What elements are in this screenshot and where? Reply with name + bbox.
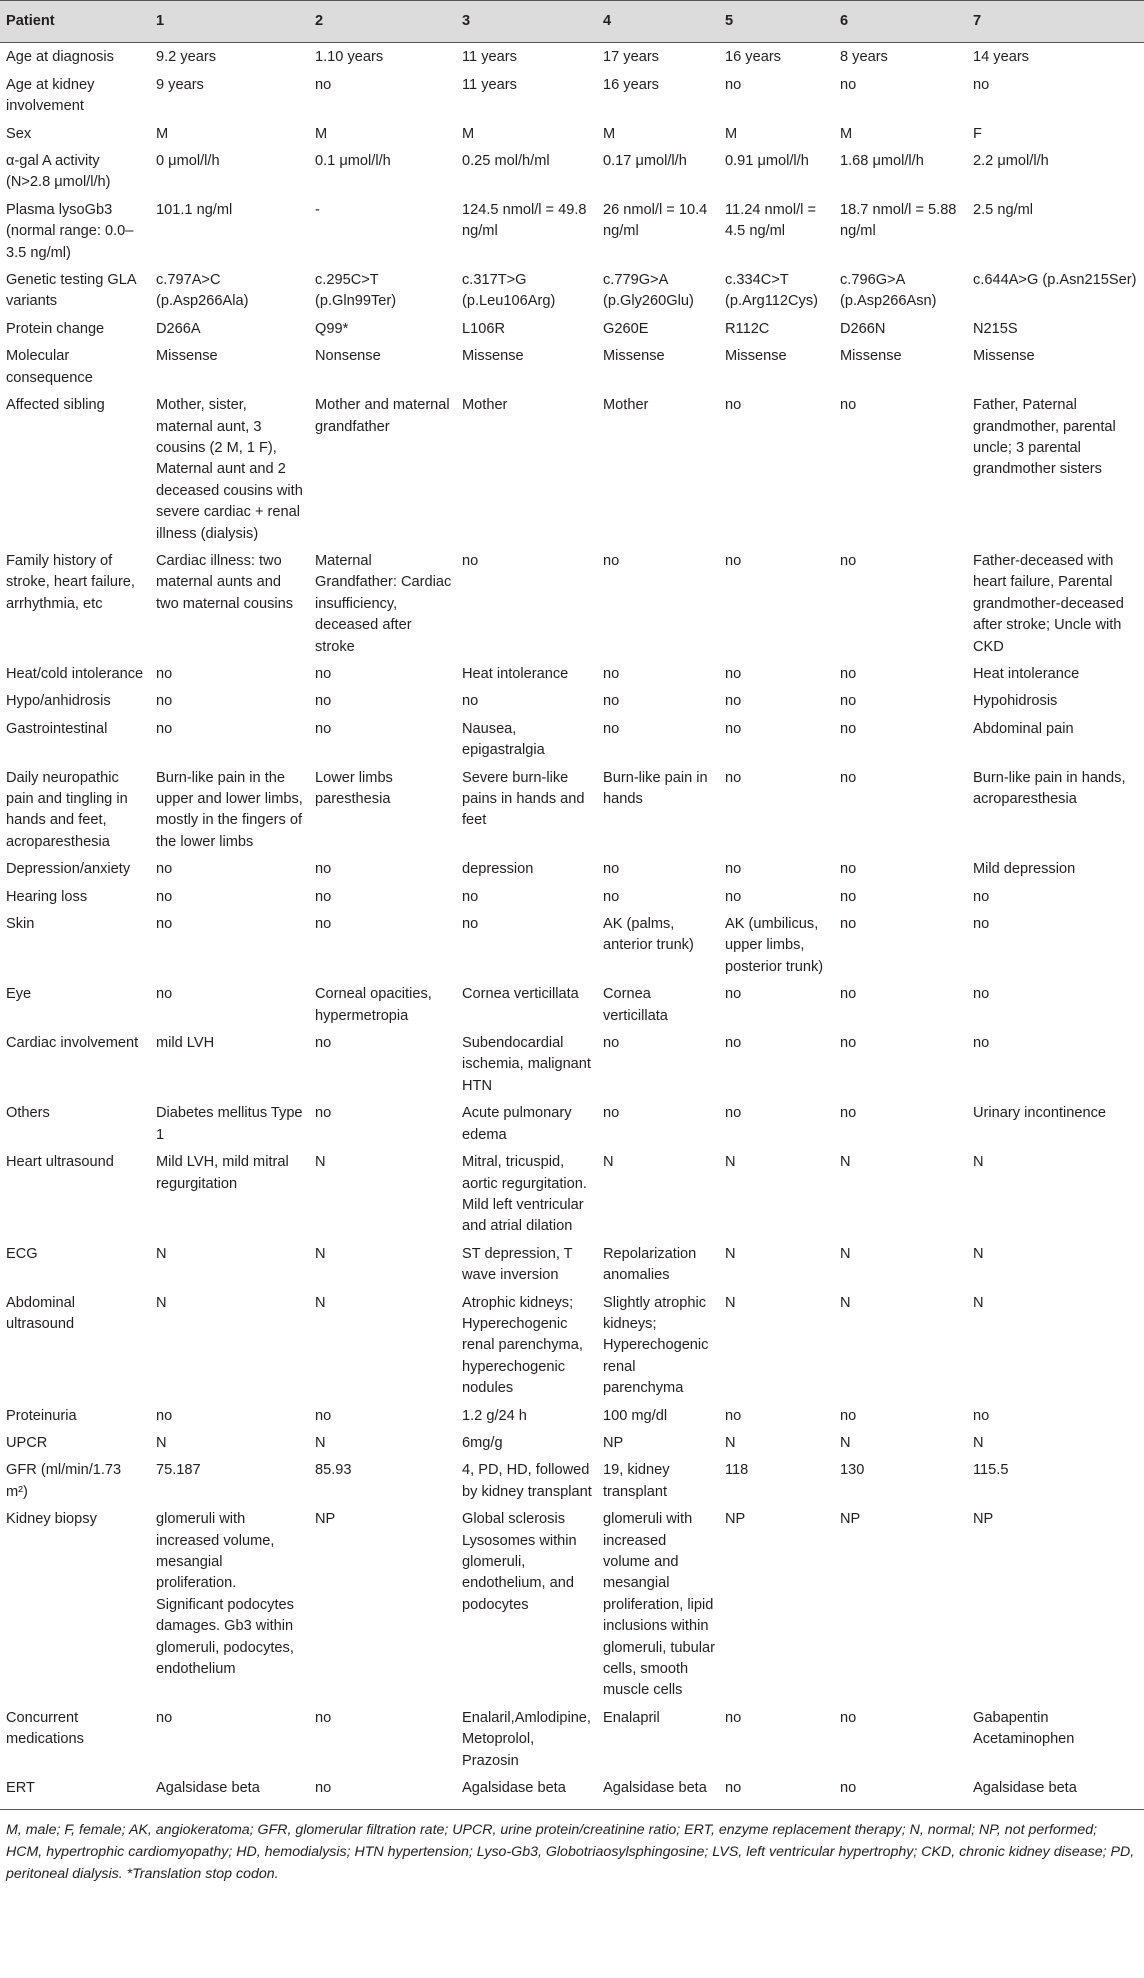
row-label-cell: Heat/cold intolerance — [6, 665, 144, 682]
table-cell: Slightly atrophic kidneys; Hyperechogenic renal parenchyma — [603, 1294, 709, 1397]
table-cell: 8 years — [840, 49, 888, 66]
table-cell: no — [315, 1709, 332, 1726]
table-cell: no — [315, 861, 332, 878]
table-cell: Father-deceased with heart failure, Parental grandmother-deceased after stroke; Uncle with CKD — [973, 552, 1124, 655]
table-cell: N — [315, 1245, 326, 1262]
table-cell: N — [840, 1154, 851, 1171]
table-cell: c.317T>G (p.Leu106Arg) — [462, 272, 556, 310]
table-cell: G260E — [603, 320, 649, 337]
table-cell: N — [156, 1434, 167, 1451]
table-cell: no — [603, 861, 620, 878]
table-row — [0, 1289, 1144, 1402]
table-cell: no — [840, 1709, 857, 1726]
row-label-cell: Gastrointestinal — [6, 720, 108, 737]
table-cell: c.295C>T (p.Gln99Ter) — [315, 272, 397, 310]
table-cell: no — [719, 1774, 834, 1810]
table-cell: L106R — [462, 320, 506, 337]
table-cell: no — [840, 76, 857, 93]
table-row — [0, 391, 1144, 547]
table-cell: no — [315, 1035, 332, 1052]
table-cell: N215S — [973, 320, 1018, 337]
table-cell: no — [840, 986, 857, 1003]
table-cell: no — [156, 720, 173, 737]
table-cell: 2.2 μmol/l/h — [973, 153, 1049, 170]
table-cell: no — [725, 861, 742, 878]
table-cell: Agalsidase beta — [967, 1774, 1144, 1810]
table-cell: 0 μmol/l/h — [156, 153, 220, 170]
table-row — [0, 196, 1144, 266]
table-cell: 130 — [840, 1462, 865, 1479]
table-cell: AK (palms, anterior trunk) — [603, 916, 694, 954]
row-label-cell: ERT — [0, 1774, 150, 1810]
table-cell: depression — [462, 861, 534, 878]
table-cell: Acute pulmonary edema — [462, 1105, 572, 1143]
table-cell: D266A — [156, 320, 201, 337]
table-cell: 11 years — [462, 76, 517, 93]
table-cell: 0.17 μmol/l/h — [603, 153, 687, 170]
table-cell: no — [840, 916, 857, 933]
table-row — [0, 1429, 1144, 1456]
table-body — [0, 43, 1144, 1810]
table-cell: N — [840, 1245, 851, 1262]
table-cell: 101.1 ng/ml — [156, 201, 233, 218]
table-cell: Missense — [603, 348, 665, 365]
table-cell: no — [725, 769, 742, 786]
table-cell: no — [603, 552, 620, 569]
table-cell: no — [462, 916, 479, 933]
table-row — [0, 266, 1144, 315]
table-cell: N — [315, 1154, 326, 1171]
table-cell: no — [603, 665, 620, 682]
row-label-cell: Affected sibling — [6, 397, 105, 414]
table-cell: Enalaril,Amlodipine, Metoprolol, Prazosin — [462, 1709, 591, 1769]
row-label-cell: Kidney biopsy — [6, 1511, 97, 1528]
table-cell: 4, PD, HD, followed by kidney transplant — [462, 1462, 592, 1500]
table-cell: no — [156, 1407, 173, 1424]
table-cell: no — [156, 916, 173, 933]
table-cell: Mother — [603, 397, 649, 414]
table-cell: Maternal Grandfather: Cardiac insufficiency, deceased after stroke — [315, 552, 452, 655]
row-label-cell: Protein change — [6, 320, 105, 337]
row-label-cell: Others — [6, 1105, 50, 1122]
table-cell: AK (umbilicus, upper limbs, posterior trunk) — [725, 916, 824, 975]
table-cell: Gabapentin Acetaminophen — [973, 1709, 1075, 1748]
row-label-cell: Depression/anxiety — [6, 861, 131, 878]
table-cell: no — [156, 861, 173, 878]
table-row — [0, 71, 1144, 120]
table-cell: no — [840, 552, 857, 569]
table-cell: N — [973, 1434, 984, 1451]
table-cell: Corneal opacities, hypermetropia — [315, 986, 432, 1024]
table-row — [0, 1774, 1144, 1810]
table-cell: Missense — [725, 348, 787, 365]
table-cell: no — [156, 888, 173, 905]
table-cell: no — [725, 1035, 742, 1052]
row-label-cell: Hearing loss — [6, 888, 88, 905]
table-row — [0, 342, 1144, 391]
table-cell: NP — [603, 1434, 624, 1451]
table-cell: no — [840, 720, 857, 737]
table-row — [0, 315, 1144, 342]
table-cell: glomeruli with increased volume, mesangial proliferation. Significant podocytes damages. Gb3 within glomeruli, podocytes, endothelium — [156, 1511, 294, 1678]
table-cell: N — [725, 1434, 736, 1451]
table-cell: no — [315, 720, 332, 737]
table-cell: N — [156, 1245, 167, 1262]
table-cell: Agalsidase beta — [597, 1774, 719, 1810]
row-label-cell: Molecular consequence — [6, 348, 93, 386]
table-cell: no — [725, 986, 742, 1003]
table-cell: no — [462, 888, 479, 905]
table-cell: no — [156, 986, 173, 1003]
header-cell: 2 — [309, 1, 456, 43]
table-cell: 11 years — [462, 49, 517, 66]
table-cell: no — [315, 665, 332, 682]
footnote-line: peritoneal dialysis. *Translation stop codon. — [6, 1865, 279, 1882]
table-cell: Mild depression — [973, 861, 1076, 878]
table-cell: no — [840, 1105, 857, 1122]
table-cell: 75.187 — [156, 1462, 201, 1479]
table-cell: no — [973, 1035, 990, 1052]
table-cell: no — [309, 1774, 456, 1810]
row-label-cell: Concurrent medications — [6, 1709, 84, 1748]
table-row — [0, 1456, 1144, 1505]
table-cell: no — [973, 916, 990, 933]
table-cell: 16 years — [603, 76, 659, 93]
table-cell: - — [315, 201, 320, 218]
table-cell: no — [603, 1035, 620, 1052]
table-cell: Mother — [462, 397, 508, 414]
table-cell: N — [973, 1154, 984, 1171]
row-label-cell: Plasma lysoGb3 (normal range: 0.0–3.5 ng/ml) — [6, 201, 134, 261]
table-cell: no — [725, 693, 742, 710]
row-label-cell: Cardiac involvement — [6, 1035, 139, 1052]
table-cell: 0.1 μmol/l/h — [315, 153, 391, 170]
table-cell: no — [973, 986, 990, 1003]
table-cell: no — [840, 1407, 857, 1424]
table-cell: 124.5 nmol/l = 49.8 ng/ml — [462, 201, 587, 240]
table-cell: Agalsidase beta — [150, 1774, 309, 1810]
table-cell: no — [725, 1407, 742, 1424]
table-cell: 1.68 μmol/l/h — [840, 153, 924, 170]
table-cell: NP — [840, 1511, 861, 1528]
table-cell: c.334C>T (p.Arg112Cys) — [725, 272, 818, 310]
table-cell: R112C — [725, 320, 770, 337]
table-cell: no — [462, 693, 479, 710]
table-cell: 118 — [725, 1462, 749, 1479]
table-cell: Atrophic kidneys; Hyperechogenic renal parenchyma, hyperechogenic nodules — [462, 1294, 583, 1397]
table-cell: NP — [315, 1511, 336, 1528]
table-cell: Father, Paternal grandmother, parental uncle; 3 parental grandmother sisters — [973, 397, 1116, 478]
table-cell: no — [840, 888, 857, 905]
table-cell: Global sclerosis Lysosomes within glomeruli, endothelium, and podocytes — [462, 1511, 577, 1613]
header-cell: 5 — [719, 1, 834, 43]
table-cell: glomeruli with increased volume and mesangial proliferation, lipid inclusions within glomeruli, tubular cells, smooth muscle cells — [603, 1511, 715, 1699]
table-cell: no — [156, 693, 173, 710]
table-cell: N — [840, 1294, 851, 1311]
table-cell: 2.5 ng/ml — [973, 201, 1034, 218]
row-label-cell: Proteinuria — [6, 1407, 77, 1424]
table-cell: Missense — [156, 348, 218, 365]
row-label-cell: Heart ultrasound — [6, 1154, 114, 1171]
table-cell: M — [156, 125, 169, 142]
table-cell: Mitral, tricuspid, aortic regurgitation. Mild left ventricular and atrial dilation — [462, 1154, 587, 1235]
row-label-cell: Sex — [6, 125, 32, 142]
table-cell: no — [725, 552, 742, 569]
table-row — [0, 980, 1144, 1029]
table-cell: no — [603, 888, 620, 905]
row-label-cell: Skin — [6, 916, 35, 933]
row-label-cell: GFR (ml/min/1.73 m²) — [6, 1462, 122, 1500]
table-cell: Enalapril — [603, 1709, 660, 1726]
table-cell: no — [315, 888, 332, 905]
footnote-line: HCM, hypertrophic cardiomyopathy; HD, hemodialysis; HTN hypertension; Lyso-Gb3, Globotriaosylsphingosine; LVS, left ventricular hypertrophy; CKD, chronic kidney disease; PD, — [6, 1844, 1135, 1861]
header-cell: 6 — [834, 1, 967, 43]
table-cell: no — [725, 665, 742, 682]
table-cell: N — [315, 1434, 326, 1451]
table-cell: Mother, sister, maternal aunt, 3 cousins (2 M, 1 F), Maternal aunt and 2 deceased cousins with severe cardiac + renal illness (dialysis) — [156, 397, 303, 542]
table-cell: 16 years — [725, 49, 781, 66]
table-row — [0, 855, 1144, 882]
table-cell: no — [725, 1709, 742, 1726]
table-cell: 115.5 — [973, 1462, 1009, 1479]
table-cell: Burn-like pain in hands, acroparesthesia — [973, 769, 1126, 807]
table-cell: 9.2 years — [156, 49, 217, 66]
table-cell: N — [315, 1294, 326, 1311]
table-cell: 19, kidney transplant — [603, 1462, 670, 1500]
table-cell: Heat intolerance — [462, 665, 569, 682]
table-cell: Burn-like pain in hands — [603, 769, 708, 807]
table-cell: F — [973, 125, 982, 142]
table-cell: Missense — [462, 348, 524, 365]
table-cell: Q99* — [315, 320, 349, 337]
table-cell: ST depression, T wave inversion — [462, 1245, 573, 1284]
table-cell: no — [840, 861, 857, 878]
table-row — [0, 764, 1144, 856]
table-cell: 17 years — [603, 49, 659, 66]
table-cell: M — [603, 125, 616, 142]
table-cell: 100 mg/dl — [603, 1407, 668, 1424]
table-cell: Agalsidase beta — [456, 1774, 597, 1810]
table-cell: c.797A>C (p.Asp266Ala) — [156, 272, 249, 310]
table-row — [0, 715, 1144, 764]
table-cell: 6mg/g — [462, 1434, 503, 1451]
table-cell: no — [973, 1407, 990, 1424]
table-row — [0, 1402, 1144, 1429]
table-cell: no — [315, 1105, 332, 1122]
table-cell: 14 years — [973, 49, 1029, 66]
table-cell: N — [156, 1294, 167, 1311]
table-row — [0, 660, 1144, 687]
table-cell: Abdominal pain — [973, 720, 1074, 737]
table-cell: NP — [973, 1511, 994, 1528]
table-cell: 18.7 nmol/l = 5.88 ng/ml — [840, 201, 957, 240]
table-cell: 11.24 nmol/l = 4.5 ng/ml — [725, 201, 816, 240]
table-cell: c.796G>A (p.Asp266Asn) — [840, 272, 937, 310]
table-cell: no — [840, 693, 857, 710]
table-cell: 0.25 mol/h/ml — [462, 153, 550, 170]
table-cell: Mother and maternal grandfather — [315, 397, 450, 435]
table-cell: Nonsense — [315, 348, 381, 365]
table-cell: no — [315, 1407, 332, 1424]
table-cell: Hypohidrosis — [973, 693, 1058, 710]
row-label-cell: Hypo/anhidrosis — [6, 693, 111, 710]
table-row — [0, 1704, 1144, 1774]
table-cell: no — [973, 76, 990, 93]
table-footnote — [0, 1810, 1144, 1885]
table-cell: NP — [725, 1511, 746, 1528]
table-cell: Severe burn-like pains in hands and feet — [462, 769, 585, 829]
table-cell: c.779G>A (p.Gly260Glu) — [603, 272, 694, 310]
row-label-cell: Abdominal ultrasound — [6, 1294, 75, 1332]
table-cell: Subendocardial ischemia, malignant HTN — [462, 1035, 591, 1094]
table-cell: no — [156, 665, 173, 682]
table-cell: N — [603, 1154, 614, 1171]
table-row — [0, 1148, 1144, 1240]
table-cell: 9 years — [156, 76, 204, 93]
table-cell: M — [725, 125, 738, 142]
table-cell: no — [840, 665, 857, 682]
row-label-cell: ECG — [6, 1245, 38, 1262]
row-label-cell: Eye — [6, 986, 32, 1003]
row-label-cell: α-gal A activity (N>2.8 μmol/l/h) — [6, 153, 111, 191]
table-cell: M — [462, 125, 475, 142]
footnote-line: M, male; F, female; AK, angiokeratoma; GFR, glomerular filtration rate; UPCR, urine protein/creatinine ratio; ERT, enzyme replacement therapy; N, normal; NP, not performed; — [6, 1822, 1098, 1839]
table-cell: no — [315, 693, 332, 710]
row-label-cell: Age at kidney involvement — [6, 76, 95, 115]
table-cell: Heat intolerance — [973, 665, 1080, 682]
header-cell: 1 — [150, 1, 309, 43]
table-cell: M — [840, 125, 853, 142]
table-cell: no — [725, 397, 742, 414]
table-cell: c.644A>G (p.Asn215Ser) — [973, 272, 1137, 289]
table-cell: Repolarization anomalies — [603, 1245, 697, 1284]
table-row — [0, 1099, 1144, 1148]
table-row — [0, 1505, 1144, 1704]
row-label-cell: Genetic testing GLA variants — [6, 272, 136, 310]
table-cell: no — [462, 552, 479, 569]
table-cell: Cornea verticillata — [462, 986, 579, 1003]
table-cell: no — [840, 1035, 857, 1052]
table-cell: N — [840, 1434, 851, 1451]
table-row — [0, 147, 1144, 196]
table-row — [0, 883, 1144, 910]
table-row — [0, 43, 1144, 71]
table-cell: N — [725, 1245, 736, 1262]
table-cell: no — [603, 720, 620, 737]
row-label-cell: Daily neuropathic pain and tingling in hands and feet, acroparesthesia — [6, 769, 128, 850]
row-label-cell: Family history of stroke, heart failure, arrhythmia, etc — [6, 552, 135, 612]
table-row — [0, 1240, 1144, 1289]
table-cell: Burn-like pain in the upper and lower limbs, mostly in the fingers of the lower limbs — [156, 769, 303, 850]
header-cell: 4 — [597, 1, 719, 43]
table-cell: 85.93 — [315, 1462, 352, 1479]
table-cell: Cardiac illness: two maternal aunts and two maternal cousins — [156, 552, 294, 612]
table-row — [0, 910, 1144, 980]
table-cell: no — [840, 769, 857, 786]
table-cell: Nausea, epigastralgia — [462, 720, 545, 759]
table-cell: D266N — [840, 320, 886, 337]
table-header-row — [0, 1, 1144, 43]
table-cell: no — [840, 397, 857, 414]
header-cell: Patient — [0, 1, 150, 43]
header-cell: 3 — [456, 1, 597, 43]
table-cell: no — [315, 76, 332, 93]
table-cell: no — [603, 1105, 620, 1122]
table-cell: M — [315, 125, 328, 142]
table-row — [0, 547, 1144, 660]
row-label-cell: Age at diagnosis — [6, 49, 114, 66]
table-cell: Lower limbs paresthesia — [315, 769, 393, 807]
table-cell: Diabetes mellitus Type 1 — [156, 1105, 303, 1143]
table-cell: no — [725, 888, 742, 905]
table-cell: no — [725, 1105, 742, 1122]
table-row — [0, 1029, 1144, 1099]
table-cell: N — [725, 1294, 736, 1311]
table-cell: Missense — [840, 348, 902, 365]
table-cell: N — [973, 1294, 984, 1311]
table-cell: Missense — [973, 348, 1035, 365]
table-cell: 0.91 μmol/l/h — [725, 153, 809, 170]
table-cell: N — [973, 1245, 984, 1262]
table-cell: no — [603, 693, 620, 710]
table-cell: Urinary incontinence — [973, 1105, 1107, 1122]
table-cell: 1.10 years — [315, 49, 384, 66]
table-cell: no — [725, 76, 742, 93]
table-cell: 1.2 g/24 h — [462, 1407, 527, 1424]
table-cell: no — [315, 916, 332, 933]
table-cell: Mild LVH, mild mitral regurgitation — [156, 1154, 289, 1192]
row-label-cell: UPCR — [6, 1434, 48, 1451]
table-cell: no — [725, 720, 742, 737]
table-row — [0, 120, 1144, 147]
table-cell: no — [973, 888, 990, 905]
table-cell: Cornea verticillata — [603, 986, 668, 1024]
table-row — [0, 687, 1144, 714]
table-cell: N — [725, 1154, 736, 1171]
table-cell: no — [834, 1774, 967, 1810]
table-cell: mild LVH — [156, 1035, 215, 1052]
header-cell: 7 — [967, 1, 1144, 43]
table-cell: no — [156, 1709, 173, 1726]
table-cell: 26 nmol/l = 10.4 ng/ml — [603, 201, 708, 240]
